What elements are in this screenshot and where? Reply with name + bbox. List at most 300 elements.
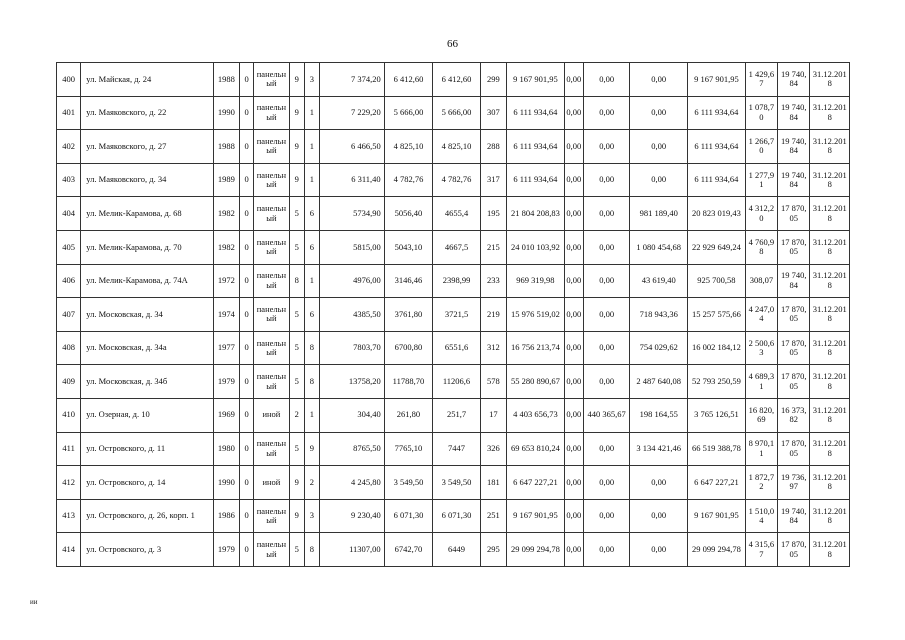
total-area-cell: 4976,00 bbox=[319, 264, 384, 298]
row-number: 401 bbox=[57, 96, 81, 130]
material-cell: панельный bbox=[254, 432, 289, 466]
total-cost-cell: 6 111 934,64 bbox=[507, 163, 565, 197]
cost-col-14-cell: 2 487 640,08 bbox=[630, 365, 688, 399]
table-row bbox=[57, 533, 850, 567]
living-area-cell: 3 549,50 bbox=[384, 466, 433, 500]
date-cell: 31.12.2018 bbox=[810, 96, 850, 130]
table-row bbox=[57, 163, 850, 197]
residents-cell: 195 bbox=[480, 197, 506, 231]
cost-col-12-cell: 0,00 bbox=[564, 331, 583, 365]
cost-col-13-cell: 0,00 bbox=[583, 365, 630, 399]
cost-col-14-cell: 0,00 bbox=[630, 96, 688, 130]
cost-col-17-cell: 17 870,05 bbox=[778, 533, 810, 567]
address-cell: ул. Островского, д. 14 bbox=[81, 466, 214, 500]
cost-col-12-cell: 0,00 bbox=[564, 264, 583, 298]
material-cell: иной bbox=[254, 466, 289, 500]
cost-col-14-cell: 3 134 421,46 bbox=[630, 432, 688, 466]
row-number: 413 bbox=[57, 499, 81, 533]
residents-cell: 326 bbox=[480, 432, 506, 466]
residential-area-cell: 11206,6 bbox=[433, 365, 481, 399]
cost-col-17-cell: 19 740,84 bbox=[778, 264, 810, 298]
total-cost-cell: 15 976 519,02 bbox=[507, 298, 565, 332]
cost-col-12-cell: 0,00 bbox=[564, 163, 583, 197]
cost-col-15-cell: 9 167 901,95 bbox=[688, 499, 746, 533]
cost-col-15-cell: 52 793 250,59 bbox=[688, 365, 746, 399]
material-cell: панельный bbox=[254, 365, 289, 399]
material-cell: панельный bbox=[254, 96, 289, 130]
floors-cell: 9 bbox=[289, 63, 304, 97]
address-cell: ул. Мелик-Карамова, д. 74А bbox=[81, 264, 214, 298]
cost-col-13-cell: 0,00 bbox=[583, 230, 630, 264]
row-number: 409 bbox=[57, 365, 81, 399]
year-cell: 1989 bbox=[213, 163, 239, 197]
residents-cell: 295 bbox=[480, 533, 506, 567]
cost-col-12-cell: 0,00 bbox=[564, 63, 583, 97]
material-cell: панельный bbox=[254, 130, 289, 164]
row-number: 408 bbox=[57, 331, 81, 365]
residents-cell: 215 bbox=[480, 230, 506, 264]
floors-cell: 9 bbox=[289, 130, 304, 164]
entrances-cell: 1 bbox=[304, 264, 319, 298]
year-cell: 1988 bbox=[213, 63, 239, 97]
residential-area-cell: 5 666,00 bbox=[433, 96, 481, 130]
total-cost-cell: 24 010 103,92 bbox=[507, 230, 565, 264]
year-cell: 1977 bbox=[213, 331, 239, 365]
cost-col-12-cell: 0,00 bbox=[564, 499, 583, 533]
living-area-cell: 6700,80 bbox=[384, 331, 433, 365]
residents-cell: 578 bbox=[480, 365, 506, 399]
residential-area-cell: 2398,99 bbox=[433, 264, 481, 298]
cost-col-14-cell: 718 943,36 bbox=[630, 298, 688, 332]
cost-col-16-cell: 8 970,11 bbox=[745, 432, 777, 466]
cost-col-14-cell: 0,00 bbox=[630, 499, 688, 533]
total-area-cell: 7803,70 bbox=[319, 331, 384, 365]
cost-col-15-cell: 6 111 934,64 bbox=[688, 96, 746, 130]
table-row bbox=[57, 230, 850, 264]
material-cell: иной bbox=[254, 398, 289, 432]
living-area-cell: 5056,40 bbox=[384, 197, 433, 231]
total-area-cell: 6 466,50 bbox=[319, 130, 384, 164]
year-cell: 1979 bbox=[213, 365, 239, 399]
floors-cell: 5 bbox=[289, 365, 304, 399]
total-area-cell: 5734,90 bbox=[319, 197, 384, 231]
row-number: 406 bbox=[57, 264, 81, 298]
entrances-cell: 6 bbox=[304, 298, 319, 332]
zero-cell: 0 bbox=[240, 264, 254, 298]
cost-col-17-cell: 17 870,05 bbox=[778, 365, 810, 399]
material-cell: панельный bbox=[254, 230, 289, 264]
row-number: 400 bbox=[57, 63, 81, 97]
total-cost-cell: 969 319,98 bbox=[507, 264, 565, 298]
cost-col-16-cell: 4 315,67 bbox=[745, 533, 777, 567]
cost-col-14-cell: 0,00 bbox=[630, 466, 688, 500]
cost-col-12-cell: 0,00 bbox=[564, 365, 583, 399]
cost-col-17-cell: 17 870,05 bbox=[778, 432, 810, 466]
residential-area-cell: 251,7 bbox=[433, 398, 481, 432]
entrances-cell: 3 bbox=[304, 499, 319, 533]
material-cell: панельный bbox=[254, 533, 289, 567]
living-area-cell: 5 666,00 bbox=[384, 96, 433, 130]
table-body bbox=[57, 63, 850, 567]
table-row bbox=[57, 398, 850, 432]
year-cell: 1986 bbox=[213, 499, 239, 533]
zero-cell: 0 bbox=[240, 398, 254, 432]
cost-col-12-cell: 0,00 bbox=[564, 230, 583, 264]
cost-col-12-cell: 0,00 bbox=[564, 432, 583, 466]
total-area-cell: 9 230,40 bbox=[319, 499, 384, 533]
cost-col-16-cell: 1 266,70 bbox=[745, 130, 777, 164]
date-cell: 31.12.2018 bbox=[810, 163, 850, 197]
material-cell: панельный bbox=[254, 298, 289, 332]
total-area-cell: 7 374,20 bbox=[319, 63, 384, 97]
date-cell: 31.12.2018 bbox=[810, 398, 850, 432]
entrances-cell: 6 bbox=[304, 197, 319, 231]
table-row bbox=[57, 298, 850, 332]
cost-col-14-cell: 1 080 454,68 bbox=[630, 230, 688, 264]
living-area-cell: 6742,70 bbox=[384, 533, 433, 567]
address-cell: ул. Островского, д. 26, корп. 1 bbox=[81, 499, 214, 533]
residents-cell: 219 bbox=[480, 298, 506, 332]
floors-cell: 5 bbox=[289, 432, 304, 466]
entrances-cell: 9 bbox=[304, 432, 319, 466]
total-area-cell: 7 229,20 bbox=[319, 96, 384, 130]
residential-area-cell: 4655,4 bbox=[433, 197, 481, 231]
cost-col-17-cell: 17 870,05 bbox=[778, 298, 810, 332]
year-cell: 1979 bbox=[213, 533, 239, 567]
cost-col-14-cell: 0,00 bbox=[630, 163, 688, 197]
row-number: 410 bbox=[57, 398, 81, 432]
total-cost-cell: 16 756 213,74 bbox=[507, 331, 565, 365]
cost-col-15-cell: 22 929 649,24 bbox=[688, 230, 746, 264]
cost-col-17-cell: 19 740,84 bbox=[778, 499, 810, 533]
cost-col-17-cell: 19 736,97 bbox=[778, 466, 810, 500]
date-cell: 31.12.2018 bbox=[810, 365, 850, 399]
floors-cell: 5 bbox=[289, 331, 304, 365]
cost-col-13-cell: 0,00 bbox=[583, 533, 630, 567]
cost-col-15-cell: 9 167 901,95 bbox=[688, 63, 746, 97]
cost-col-16-cell: 1 872,72 bbox=[745, 466, 777, 500]
residential-area-cell: 4 782,76 bbox=[433, 163, 481, 197]
living-area-cell: 7765,10 bbox=[384, 432, 433, 466]
cost-col-17-cell: 17 870,05 bbox=[778, 197, 810, 231]
cost-col-15-cell: 925 700,58 bbox=[688, 264, 746, 298]
address-cell: ул. Маяковского, д. 27 bbox=[81, 130, 214, 164]
total-area-cell: 5815,00 bbox=[319, 230, 384, 264]
cost-col-13-cell: 0,00 bbox=[583, 264, 630, 298]
floors-cell: 9 bbox=[289, 96, 304, 130]
cost-col-16-cell: 1 078,70 bbox=[745, 96, 777, 130]
zero-cell: 0 bbox=[240, 63, 254, 97]
cost-col-13-cell: 0,00 bbox=[583, 63, 630, 97]
floors-cell: 8 bbox=[289, 264, 304, 298]
entrances-cell: 1 bbox=[304, 96, 319, 130]
total-cost-cell: 6 111 934,64 bbox=[507, 130, 565, 164]
date-cell: 31.12.2018 bbox=[810, 197, 850, 231]
table-row bbox=[57, 63, 850, 97]
date-cell: 31.12.2018 bbox=[810, 130, 850, 164]
residents-cell: 251 bbox=[480, 499, 506, 533]
entrances-cell: 6 bbox=[304, 230, 319, 264]
living-area-cell: 3761,80 bbox=[384, 298, 433, 332]
cost-col-15-cell: 16 002 184,12 bbox=[688, 331, 746, 365]
zero-cell: 0 bbox=[240, 432, 254, 466]
total-cost-cell: 69 653 810,24 bbox=[507, 432, 565, 466]
residents-cell: 299 bbox=[480, 63, 506, 97]
total-area-cell: 4385,50 bbox=[319, 298, 384, 332]
row-number: 411 bbox=[57, 432, 81, 466]
entrances-cell: 8 bbox=[304, 533, 319, 567]
total-area-cell: 304,40 bbox=[319, 398, 384, 432]
residential-area-cell: 7447 bbox=[433, 432, 481, 466]
cost-col-14-cell: 43 619,40 bbox=[630, 264, 688, 298]
cost-col-16-cell: 4 247,04 bbox=[745, 298, 777, 332]
total-cost-cell: 55 280 890,67 bbox=[507, 365, 565, 399]
date-cell: 31.12.2018 bbox=[810, 533, 850, 567]
address-cell: ул. Мелик-Карамова, д. 68 bbox=[81, 197, 214, 231]
entrances-cell: 2 bbox=[304, 466, 319, 500]
material-cell: панельный bbox=[254, 63, 289, 97]
residents-cell: 233 bbox=[480, 264, 506, 298]
year-cell: 1974 bbox=[213, 298, 239, 332]
cost-col-17-cell: 19 740,84 bbox=[778, 63, 810, 97]
cost-col-13-cell: 0,00 bbox=[583, 197, 630, 231]
cost-col-17-cell: 17 870,05 bbox=[778, 230, 810, 264]
footer-mark: ии bbox=[30, 598, 38, 606]
total-cost-cell: 29 099 294,78 bbox=[507, 533, 565, 567]
zero-cell: 0 bbox=[240, 466, 254, 500]
date-cell: 31.12.2018 bbox=[810, 466, 850, 500]
cost-col-13-cell: 0,00 bbox=[583, 163, 630, 197]
address-cell: ул. Озерная, д. 10 bbox=[81, 398, 214, 432]
cost-col-15-cell: 15 257 575,66 bbox=[688, 298, 746, 332]
date-cell: 31.12.2018 bbox=[810, 432, 850, 466]
total-cost-cell: 21 804 208,83 bbox=[507, 197, 565, 231]
row-number: 414 bbox=[57, 533, 81, 567]
cost-col-16-cell: 1 429,67 bbox=[745, 63, 777, 97]
cost-col-12-cell: 0,00 bbox=[564, 466, 583, 500]
table-row bbox=[57, 331, 850, 365]
cost-col-16-cell: 4 760,98 bbox=[745, 230, 777, 264]
cost-col-14-cell: 0,00 bbox=[630, 130, 688, 164]
zero-cell: 0 bbox=[240, 533, 254, 567]
residents-cell: 181 bbox=[480, 466, 506, 500]
material-cell: панельный bbox=[254, 197, 289, 231]
cost-col-13-cell: 0,00 bbox=[583, 331, 630, 365]
cost-col-15-cell: 29 099 294,78 bbox=[688, 533, 746, 567]
cost-col-12-cell: 0,00 bbox=[564, 96, 583, 130]
cost-col-13-cell: 440 365,67 bbox=[583, 398, 630, 432]
residential-area-cell: 6 412,60 bbox=[433, 63, 481, 97]
cost-col-12-cell: 0,00 bbox=[564, 197, 583, 231]
entrances-cell: 1 bbox=[304, 163, 319, 197]
living-area-cell: 5043,10 bbox=[384, 230, 433, 264]
address-cell: ул. Маяковского, д. 22 bbox=[81, 96, 214, 130]
date-cell: 31.12.2018 bbox=[810, 499, 850, 533]
address-cell: ул. Островского, д. 3 bbox=[81, 533, 214, 567]
material-cell: панельный bbox=[254, 264, 289, 298]
housing-register-table bbox=[56, 62, 850, 567]
cost-col-14-cell: 0,00 bbox=[630, 63, 688, 97]
cost-col-15-cell: 3 765 126,51 bbox=[688, 398, 746, 432]
living-area-cell: 3146,46 bbox=[384, 264, 433, 298]
living-area-cell: 4 782,76 bbox=[384, 163, 433, 197]
entrances-cell: 1 bbox=[304, 398, 319, 432]
cost-col-16-cell: 4 312,20 bbox=[745, 197, 777, 231]
table-row bbox=[57, 197, 850, 231]
date-cell: 31.12.2018 bbox=[810, 264, 850, 298]
floors-cell: 9 bbox=[289, 466, 304, 500]
total-cost-cell: 4 403 656,73 bbox=[507, 398, 565, 432]
year-cell: 1990 bbox=[213, 96, 239, 130]
residential-area-cell: 6449 bbox=[433, 533, 481, 567]
floors-cell: 5 bbox=[289, 197, 304, 231]
cost-col-15-cell: 6 647 227,21 bbox=[688, 466, 746, 500]
address-cell: ул. Майская, д. 24 bbox=[81, 63, 214, 97]
cost-col-14-cell: 198 164,55 bbox=[630, 398, 688, 432]
row-number: 412 bbox=[57, 466, 81, 500]
cost-col-13-cell: 0,00 bbox=[583, 499, 630, 533]
cost-col-13-cell: 0,00 bbox=[583, 96, 630, 130]
table-row bbox=[57, 365, 850, 399]
year-cell: 1990 bbox=[213, 466, 239, 500]
zero-cell: 0 bbox=[240, 298, 254, 332]
floors-cell: 5 bbox=[289, 298, 304, 332]
residential-area-cell: 3721,5 bbox=[433, 298, 481, 332]
floors-cell: 9 bbox=[289, 163, 304, 197]
cost-col-16-cell: 4 689,31 bbox=[745, 365, 777, 399]
cost-col-13-cell: 0,00 bbox=[583, 432, 630, 466]
zero-cell: 0 bbox=[240, 130, 254, 164]
cost-col-16-cell: 16 820,69 bbox=[745, 398, 777, 432]
zero-cell: 0 bbox=[240, 96, 254, 130]
cost-col-17-cell: 17 870,05 bbox=[778, 331, 810, 365]
total-cost-cell: 9 167 901,95 bbox=[507, 63, 565, 97]
zero-cell: 0 bbox=[240, 499, 254, 533]
zero-cell: 0 bbox=[240, 230, 254, 264]
cost-col-17-cell: 19 740,84 bbox=[778, 163, 810, 197]
residents-cell: 317 bbox=[480, 163, 506, 197]
living-area-cell: 6 071,30 bbox=[384, 499, 433, 533]
cost-col-17-cell: 19 740,84 bbox=[778, 130, 810, 164]
row-number: 407 bbox=[57, 298, 81, 332]
living-area-cell: 11788,70 bbox=[384, 365, 433, 399]
zero-cell: 0 bbox=[240, 163, 254, 197]
cost-col-15-cell: 6 111 934,64 bbox=[688, 163, 746, 197]
total-area-cell: 8765,50 bbox=[319, 432, 384, 466]
address-cell: ул. Московская, д. 34б bbox=[81, 365, 214, 399]
cost-col-13-cell: 0,00 bbox=[583, 130, 630, 164]
floors-cell: 5 bbox=[289, 533, 304, 567]
zero-cell: 0 bbox=[240, 365, 254, 399]
row-number: 405 bbox=[57, 230, 81, 264]
year-cell: 1969 bbox=[213, 398, 239, 432]
zero-cell: 0 bbox=[240, 331, 254, 365]
total-area-cell: 4 245,80 bbox=[319, 466, 384, 500]
cost-col-15-cell: 66 519 388,78 bbox=[688, 432, 746, 466]
cost-col-13-cell: 0,00 bbox=[583, 466, 630, 500]
total-cost-cell: 6 647 227,21 bbox=[507, 466, 565, 500]
material-cell: панельный bbox=[254, 499, 289, 533]
cost-col-14-cell: 0,00 bbox=[630, 533, 688, 567]
address-cell: ул. Мелик-Карамова, д. 70 bbox=[81, 230, 214, 264]
living-area-cell: 6 412,60 bbox=[384, 63, 433, 97]
cost-col-14-cell: 754 029,62 bbox=[630, 331, 688, 365]
date-cell: 31.12.2018 bbox=[810, 298, 850, 332]
residents-cell: 312 bbox=[480, 331, 506, 365]
living-area-cell: 261,80 bbox=[384, 398, 433, 432]
residential-area-cell: 6551,6 bbox=[433, 331, 481, 365]
residents-cell: 288 bbox=[480, 130, 506, 164]
residential-area-cell: 6 071,30 bbox=[433, 499, 481, 533]
page-number: 66 bbox=[447, 38, 458, 50]
material-cell: панельный bbox=[254, 331, 289, 365]
cost-col-16-cell: 1 510,04 bbox=[745, 499, 777, 533]
table-row bbox=[57, 466, 850, 500]
floors-cell: 2 bbox=[289, 398, 304, 432]
cost-col-16-cell: 2 500,63 bbox=[745, 331, 777, 365]
cost-col-13-cell: 0,00 bbox=[583, 298, 630, 332]
cost-col-14-cell: 981 189,40 bbox=[630, 197, 688, 231]
row-number: 404 bbox=[57, 197, 81, 231]
entrances-cell: 8 bbox=[304, 365, 319, 399]
cost-col-16-cell: 308,07 bbox=[745, 264, 777, 298]
table-row bbox=[57, 499, 850, 533]
row-number: 403 bbox=[57, 163, 81, 197]
cost-col-12-cell: 0,00 bbox=[564, 533, 583, 567]
year-cell: 1972 bbox=[213, 264, 239, 298]
total-cost-cell: 6 111 934,64 bbox=[507, 96, 565, 130]
zero-cell: 0 bbox=[240, 197, 254, 231]
entrances-cell: 8 bbox=[304, 331, 319, 365]
entrances-cell: 3 bbox=[304, 63, 319, 97]
address-cell: ул. Московская, д. 34а bbox=[81, 331, 214, 365]
date-cell: 31.12.2018 bbox=[810, 230, 850, 264]
address-cell: ул. Московская, д. 34 bbox=[81, 298, 214, 332]
cost-col-12-cell: 0,00 bbox=[564, 298, 583, 332]
year-cell: 1980 bbox=[213, 432, 239, 466]
cost-col-15-cell: 20 823 019,43 bbox=[688, 197, 746, 231]
year-cell: 1982 bbox=[213, 197, 239, 231]
date-cell: 31.12.2018 bbox=[810, 63, 850, 97]
row-number: 402 bbox=[57, 130, 81, 164]
date-cell: 31.12.2018 bbox=[810, 331, 850, 365]
address-cell: ул. Островского, д. 11 bbox=[81, 432, 214, 466]
residential-area-cell: 3 549,50 bbox=[433, 466, 481, 500]
residents-cell: 307 bbox=[480, 96, 506, 130]
total-area-cell: 11307,00 bbox=[319, 533, 384, 567]
total-area-cell: 6 311,40 bbox=[319, 163, 384, 197]
material-cell: панельный bbox=[254, 163, 289, 197]
year-cell: 1988 bbox=[213, 130, 239, 164]
residents-cell: 17 bbox=[480, 398, 506, 432]
floors-cell: 5 bbox=[289, 230, 304, 264]
total-cost-cell: 9 167 901,95 bbox=[507, 499, 565, 533]
cost-col-15-cell: 6 111 934,64 bbox=[688, 130, 746, 164]
cost-col-12-cell: 0,00 bbox=[564, 398, 583, 432]
table-row bbox=[57, 130, 850, 164]
floors-cell: 9 bbox=[289, 499, 304, 533]
total-area-cell: 13758,20 bbox=[319, 365, 384, 399]
residential-area-cell: 4667,5 bbox=[433, 230, 481, 264]
address-cell: ул. Маяковского, д. 34 bbox=[81, 163, 214, 197]
year-cell: 1982 bbox=[213, 230, 239, 264]
cost-col-16-cell: 1 277,91 bbox=[745, 163, 777, 197]
table-row bbox=[57, 96, 850, 130]
living-area-cell: 4 825,10 bbox=[384, 130, 433, 164]
cost-col-17-cell: 16 373,82 bbox=[778, 398, 810, 432]
entrances-cell: 1 bbox=[304, 130, 319, 164]
cost-col-17-cell: 19 740,84 bbox=[778, 96, 810, 130]
